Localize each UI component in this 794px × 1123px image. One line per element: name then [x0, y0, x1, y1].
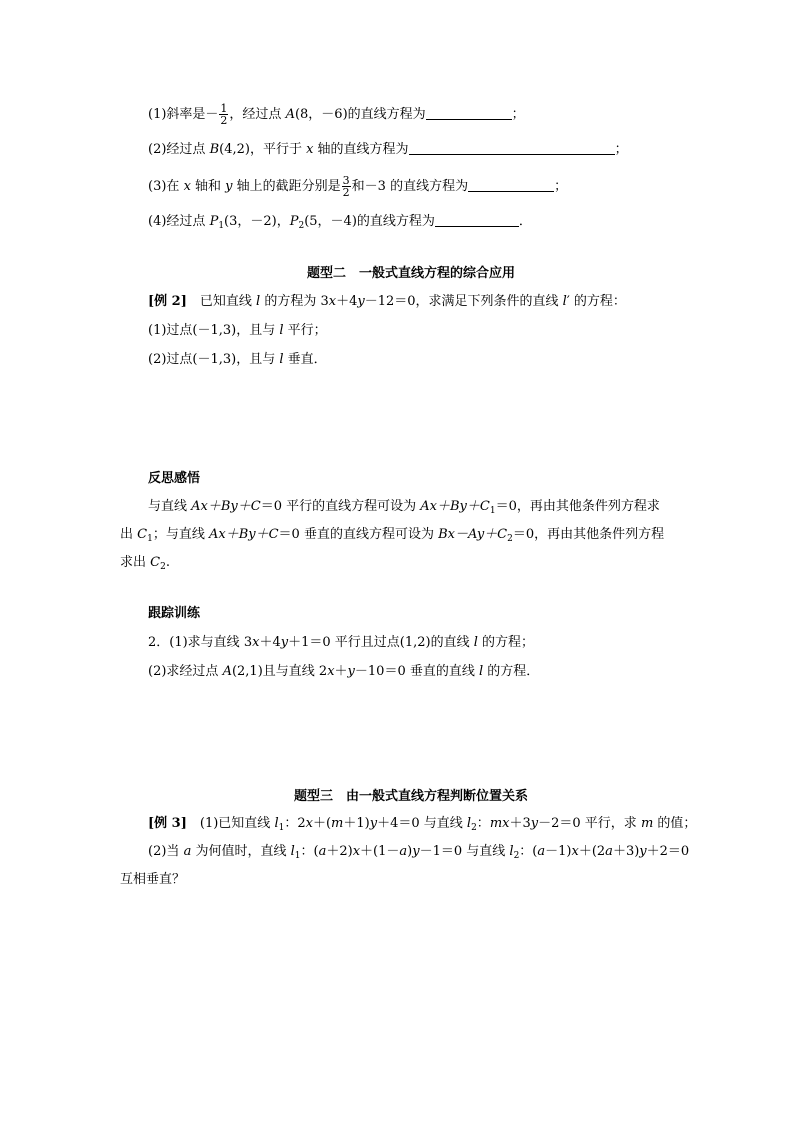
- example-2-part-2: [148, 350, 327, 370]
- text: ＋(: [312, 816, 332, 831]
- subscript: 1: [294, 851, 301, 861]
- text: 已知直线: [186, 294, 257, 309]
- text: 求出: [120, 555, 151, 570]
- math-var: l: [279, 352, 284, 367]
- math-var: l: [509, 844, 514, 859]
- answer-blank[interactable]: [409, 140, 615, 155]
- text: ：(: [519, 844, 538, 859]
- answer-blank[interactable]: [435, 212, 519, 227]
- text: ＋: [334, 664, 348, 679]
- subscript: 2: [160, 562, 166, 572]
- text: ；: [614, 142, 628, 157]
- text: ＝0，再由其他条件列方程求: [495, 499, 660, 514]
- math-var: l: [274, 816, 279, 831]
- math-var: a: [318, 844, 327, 859]
- fraction-denominator: 2: [342, 186, 350, 199]
- text: ＝0 垂直的直线方程可设为: [278, 527, 439, 542]
- text: －2＝0 平行，求: [538, 816, 641, 831]
- reflection-line-3: [120, 553, 170, 573]
- math-var: l: [478, 664, 484, 679]
- fraction-denominator: 2: [220, 114, 228, 127]
- text: (5，－4)的直线方程为: [304, 214, 435, 229]
- text: －12＝0，求满足下列条件的直线: [364, 294, 563, 309]
- example-2-statement: [148, 292, 626, 312]
- math-var: y: [225, 179, 233, 194]
- math-var: a: [605, 844, 613, 859]
- subscript: 2: [471, 823, 477, 833]
- math-var: A: [285, 107, 295, 122]
- text: 和－3 的直线方程为: [351, 179, 469, 194]
- text: ：: [476, 816, 490, 831]
- math-var: B: [209, 142, 220, 157]
- text: ＋1＝0 平行且过点(1,2)的直线: [288, 635, 474, 650]
- text: ＋(2: [578, 844, 606, 859]
- reflection-heading: 反思感悟: [148, 471, 201, 486]
- text: 平行；: [283, 323, 327, 338]
- fraction-numerator: 1: [220, 102, 228, 115]
- text: ．: [518, 214, 532, 229]
- example-3-part-1: [148, 814, 696, 834]
- section-heading: 题型二 一般式直线方程的综合应用: [306, 266, 515, 281]
- math-var: l: [466, 816, 472, 831]
- example-3-part-2: [148, 842, 689, 862]
- text: (4)经过点: [148, 214, 210, 229]
- text: ：2: [284, 816, 306, 831]
- text: ＋4: [336, 294, 358, 309]
- math-expr: Ax＋By＋C: [420, 499, 490, 514]
- math-var: a: [183, 844, 192, 859]
- text: ＋1): [343, 816, 370, 831]
- math-var: y: [412, 844, 420, 859]
- math-var: l: [256, 294, 261, 309]
- example-3-part-2-continued: 互相垂直？: [120, 872, 186, 887]
- text: ′ 的方程：: [566, 294, 626, 309]
- math-var: x: [327, 664, 335, 679]
- text: ，经过点: [229, 107, 286, 122]
- answer-blank[interactable]: [468, 177, 554, 192]
- math-var: y: [347, 664, 355, 679]
- text: 出: [120, 527, 138, 542]
- math-var: P: [289, 214, 299, 229]
- text: (3，－2)，: [224, 214, 290, 229]
- math-expr: mx: [489, 816, 510, 831]
- text: ；: [511, 107, 525, 122]
- reflection-line-2: [120, 525, 664, 545]
- math-var: C: [150, 555, 161, 570]
- text: ＝0，再由其他条件列方程: [512, 527, 665, 542]
- exercise-1-question-4: [148, 212, 532, 232]
- text: ): [407, 844, 413, 859]
- exercise-1-question-3: [148, 175, 567, 198]
- math-var: y: [530, 816, 539, 831]
- text: 为何值时，直线: [191, 844, 291, 859]
- math-var: y: [639, 844, 647, 859]
- example-2-part-1: [148, 321, 327, 341]
- text: (2)求经过点: [148, 664, 223, 679]
- exercise-1-question-1: [148, 103, 525, 126]
- subscript: 2: [507, 534, 513, 544]
- math-var: x: [183, 179, 191, 194]
- text: 轴的直线方程为: [313, 142, 409, 157]
- math-var: C: [137, 527, 148, 542]
- math-var: P: [209, 214, 219, 229]
- math-var: x: [328, 294, 337, 309]
- text: (3)在: [148, 179, 184, 194]
- reflection-line-1: [148, 497, 660, 517]
- section-heading: 题型三 由一般式直线方程判断位置关系: [293, 789, 528, 804]
- math-expr: Bx－Ay＋C: [438, 527, 508, 542]
- text: ＋3: [509, 816, 531, 831]
- text: ＋4: [259, 635, 281, 650]
- text: (1)已知直线: [186, 816, 275, 831]
- text: ；与直线: [152, 527, 209, 542]
- text: (8，－6)的直线方程为: [294, 107, 426, 122]
- text: ＋2): [326, 844, 353, 859]
- math-var: m: [331, 816, 344, 831]
- example-label: [例 2]: [148, 294, 187, 309]
- text: ：(: [300, 844, 319, 859]
- text: 垂直．: [283, 352, 327, 367]
- exercise-1-question-2: [148, 140, 628, 160]
- example-label: [例 3]: [148, 816, 187, 831]
- subscript: 1: [489, 506, 496, 516]
- text: 的值；: [653, 816, 697, 831]
- math-var: x: [252, 635, 260, 650]
- fraction: [219, 103, 228, 126]
- math-var: l: [562, 294, 567, 309]
- math-var: x: [352, 844, 361, 859]
- text: (2)当: [148, 844, 184, 859]
- math-expr: Ax＋By＋C: [191, 499, 261, 514]
- text: 与直线: [148, 499, 192, 514]
- math-var: y: [357, 294, 365, 309]
- math-var: l: [290, 844, 295, 859]
- math-var: m: [640, 816, 654, 831]
- subscript: 1: [218, 221, 225, 231]
- fraction: [342, 175, 351, 198]
- text: (4,2)，平行于: [219, 142, 307, 157]
- math-expr: Ax＋By＋C: [208, 527, 279, 542]
- subscript: 1: [278, 823, 285, 833]
- text: (1)斜率是－: [148, 107, 219, 122]
- text: (2)过点(－1,3)，且与: [148, 352, 280, 367]
- subscript: 1: [147, 534, 153, 544]
- text: ；: [554, 179, 568, 194]
- text: .: [165, 555, 170, 570]
- subscript: 2: [298, 221, 305, 231]
- subscript: 2: [513, 851, 520, 861]
- math-var: l: [279, 323, 284, 338]
- text: 轴和: [190, 179, 226, 194]
- math-var: l: [473, 635, 478, 650]
- text: －1): [545, 844, 572, 859]
- text: 轴上的截距分别是: [232, 179, 341, 194]
- text: ＝0 平行的直线方程可设为: [260, 499, 421, 514]
- text: －1＝0 与直线: [419, 844, 510, 859]
- text: (2,1)且与直线 2: [231, 664, 328, 679]
- text: ＋3): [612, 844, 640, 859]
- text: 的方程为 3: [260, 294, 329, 309]
- answer-blank[interactable]: [426, 105, 512, 120]
- text: －10＝0 垂直的直线: [354, 664, 479, 679]
- text: 的方程；: [477, 635, 535, 650]
- math-var: x: [305, 816, 313, 831]
- practice-question-1: [148, 633, 534, 653]
- math-var: a: [399, 844, 408, 859]
- math-var: x: [571, 844, 579, 859]
- math-var: y: [280, 635, 289, 650]
- text: 的方程．: [483, 664, 540, 679]
- fraction-numerator: 3: [342, 174, 350, 187]
- text: (1)过点(－1,3)，且与: [148, 323, 280, 338]
- practice-heading: 跟踪训练: [148, 606, 201, 621]
- text: ＋2＝0: [646, 844, 690, 859]
- text: ＋(1－: [360, 844, 400, 859]
- text: 2．(1)求与直线 3: [148, 635, 253, 650]
- text: (2)经过点: [148, 142, 210, 157]
- math-var: A: [222, 664, 232, 679]
- text: ＋4＝0 与直线: [377, 816, 467, 831]
- math-var: y: [369, 816, 378, 831]
- math-var: x: [306, 142, 314, 157]
- practice-question-2: [148, 662, 539, 682]
- math-var: a: [537, 844, 546, 859]
